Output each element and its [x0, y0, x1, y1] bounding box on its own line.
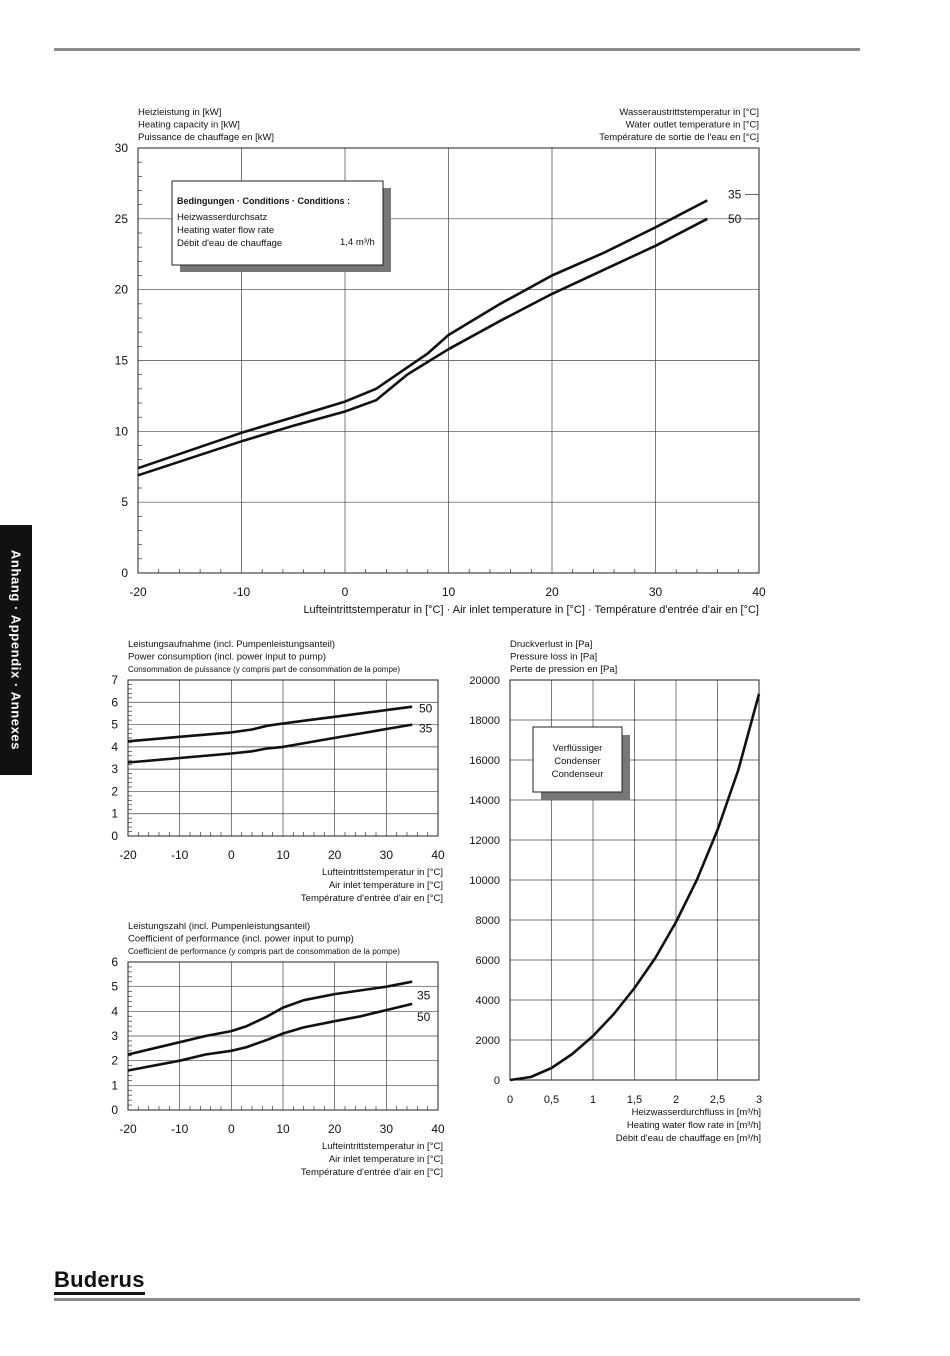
cop-series-label: 50 [417, 1009, 431, 1024]
heating-ylabel-line: Puissance de chauffage en [kW] [138, 132, 275, 143]
pressure-y-tick-label: 10000 [469, 875, 500, 887]
condenser-box-line: Condenseur [551, 769, 604, 780]
pressure-x-tick-label: 1,5 [626, 1094, 643, 1106]
power-x-tick-label: 40 [431, 848, 445, 862]
pressure-xlabel-line: Heating water flow rate in [m³/h] [626, 1120, 761, 1131]
power-x-tick-label: -20 [119, 848, 137, 862]
power-series-label: 35 [419, 721, 433, 736]
condenser-box-line: Condenser [554, 756, 601, 767]
cop-x-tick-label: 40 [431, 1122, 445, 1136]
pressure-ylabel-line: Perte de pression en [Pa] [510, 664, 618, 675]
cop-series-35 [128, 982, 412, 1055]
heating-y-tick-label: 15 [114, 353, 128, 368]
heating-x-tick-label: 0 [341, 585, 349, 599]
pressure-x-tick-label: 0 [506, 1094, 514, 1106]
power-y-tick-label: 7 [111, 673, 118, 687]
cop-x-tick-label: 0 [227, 1122, 235, 1136]
power-xlabel-line: Air inlet temperature in [°C] [328, 880, 443, 891]
heating-right-label-line: Water outlet temperature in [°C] [625, 119, 759, 131]
heating-x-tick-label: 30 [648, 585, 663, 599]
pressure-x-tick-label: 3 [755, 1094, 763, 1106]
pressure-xlabel-line: Heizwasserdurchfluss in [m³/h] [631, 1107, 761, 1118]
power-series-label: 50 [419, 701, 433, 716]
pressure-y-tick-label: 12000 [469, 835, 500, 847]
heating-xlabel-line: Lufteintrittstemperatur in [°C] · Air inlet temperature in [°C] · Température d'entrée d'air en [°C] [303, 604, 759, 616]
pressure-xlabel-line: Débit d'eau de chauffage en [m³/h] [615, 1133, 761, 1144]
pressure-y-tick-label: 14000 [469, 795, 500, 807]
heating-x-tick-label: 40 [752, 585, 766, 599]
cop-ylabel-line: Coefficient of performance (incl. power input to pump) [128, 933, 354, 945]
power-xlabel-line: Température d'entrée d'air en [°C] [300, 893, 443, 904]
power-x-tick-label: 20 [327, 848, 342, 862]
conditions-box-value: 1,4 m³/h [340, 237, 375, 248]
heating-series-label: 35 [728, 187, 742, 202]
heating-x-tick-label: 10 [441, 585, 456, 599]
power-y-tick-label: 4 [111, 739, 118, 754]
cop-ylabel-line: Coefficient de performance (y compris part de consommation de la pompe) [128, 947, 401, 956]
pressure-y-tick-label: 4000 [475, 995, 500, 1007]
cop-y-tick-label: 0 [111, 1103, 118, 1117]
heating-y-tick-label: 0 [121, 566, 128, 580]
power-y-tick-label: 0 [111, 829, 118, 843]
heating-series-label: 50 [728, 211, 742, 226]
cop-xlabel-line: Air inlet temperature in [°C] [328, 1154, 443, 1165]
cop-xlabel-line: Température d'entrée d'air en [°C] [300, 1167, 443, 1178]
power-y-tick-label: 2 [111, 784, 118, 799]
heating-ylabel-line: Heating capacity in [kW] [138, 119, 240, 131]
pressure-x-tick-label: 0,5 [543, 1094, 560, 1106]
cop-y-tick-label: 6 [111, 955, 118, 969]
heating-x-tick-label: -10 [232, 585, 251, 599]
power-y-tick-label: 1 [111, 806, 118, 821]
cop-ylabel-line: Leistungszahl (incl. Pumpenleistungsanteil) [128, 921, 311, 932]
pressure-y-tick-label: 0 [493, 1075, 500, 1087]
power-ylabel-line: Consommation de puissance (y compris part de consommation de la pompe) [128, 665, 401, 674]
heating-y-tick-label: 30 [114, 141, 128, 155]
power-xlabel-line: Lufteintrittstemperatur in [°C] [321, 867, 443, 878]
cop-y-tick-label: 4 [111, 1004, 118, 1019]
buderus-logo: Buderus [54, 1268, 145, 1295]
heating-y-tick-label: 10 [114, 424, 128, 439]
heating-ylabel-line: Heizleistung in [kW] [138, 107, 222, 118]
heating-y-tick-label: 20 [114, 282, 128, 297]
pressure-y-tick-label: 16000 [469, 755, 500, 767]
pressure-x-tick-label: 2,5 [709, 1094, 726, 1106]
power-series-50 [128, 707, 412, 742]
pressure-y-tick-label: 18000 [469, 715, 500, 727]
heating-y-tick-label: 5 [121, 495, 128, 510]
conditions-box-title: Bedingungen · Conditions · Conditions : [177, 196, 350, 206]
condenser-box-line: Verflüssiger [552, 743, 603, 754]
power-y-tick-label: 5 [111, 717, 118, 732]
heating-x-tick-label: -20 [129, 585, 147, 599]
heating-y-tick-label: 25 [114, 211, 128, 226]
power-y-tick-label: 6 [111, 695, 118, 710]
heating-right-label-line: Wasseraustrittstemperatur in [°C] [619, 107, 759, 118]
pressure-y-tick-label: 2000 [475, 1035, 500, 1047]
pressure-ylabel-line: Druckverlust in [Pa] [510, 639, 593, 650]
conditions-box [172, 181, 383, 265]
power-x-tick-label: 0 [227, 848, 235, 862]
power-series-35 [128, 725, 412, 763]
cop-x-tick-label: -10 [170, 1122, 189, 1136]
cop-x-tick-label: -20 [119, 1122, 137, 1136]
cop-x-tick-label: 20 [327, 1122, 342, 1136]
power-x-tick-label: 10 [276, 848, 290, 862]
heating-x-tick-label: 20 [545, 585, 559, 599]
pressure-x-tick-label: 1 [589, 1094, 597, 1106]
pressure-y-tick-label: 20000 [469, 675, 500, 687]
cop-x-tick-label: 10 [276, 1122, 290, 1136]
cop-xlabel-line: Lufteintrittstemperatur in [°C] [321, 1141, 443, 1152]
pressure-ylabel-line: Pressure loss in [Pa] [510, 651, 598, 663]
cop-y-tick-label: 3 [111, 1029, 118, 1043]
conditions-box-line: Heizwasserdurchsatz [177, 212, 268, 223]
pressure-x-tick-label: 2 [672, 1094, 680, 1106]
cop-x-tick-label: 30 [379, 1122, 394, 1136]
pressure-y-tick-label: 8000 [475, 915, 500, 927]
cop-y-tick-label: 5 [111, 979, 118, 994]
pressure-y-tick-label: 6000 [475, 955, 500, 967]
cop-y-tick-label: 1 [111, 1078, 118, 1093]
cop-y-tick-label: 2 [111, 1053, 118, 1068]
power-x-tick-label: -10 [170, 848, 189, 862]
power-x-tick-label: 30 [379, 848, 394, 862]
side-tab-label: Anhang · Appendix · Annexes [8, 549, 24, 751]
conditions-box-line: Heating water flow rate [177, 225, 275, 236]
power-y-tick-label: 3 [111, 762, 118, 777]
power-ylabel-line: Power consumption (incl. power input to pump) [128, 651, 327, 663]
conditions-box-line: Débit d'eau de chauffage [177, 238, 283, 249]
heating-right-label-line: Température de sortie de l'eau en [°C] [599, 132, 759, 143]
cop-series-label: 35 [417, 988, 431, 1003]
power-ylabel-line: Leistungsaufnahme (incl. Pumpenleistungsanteil) [128, 639, 336, 650]
